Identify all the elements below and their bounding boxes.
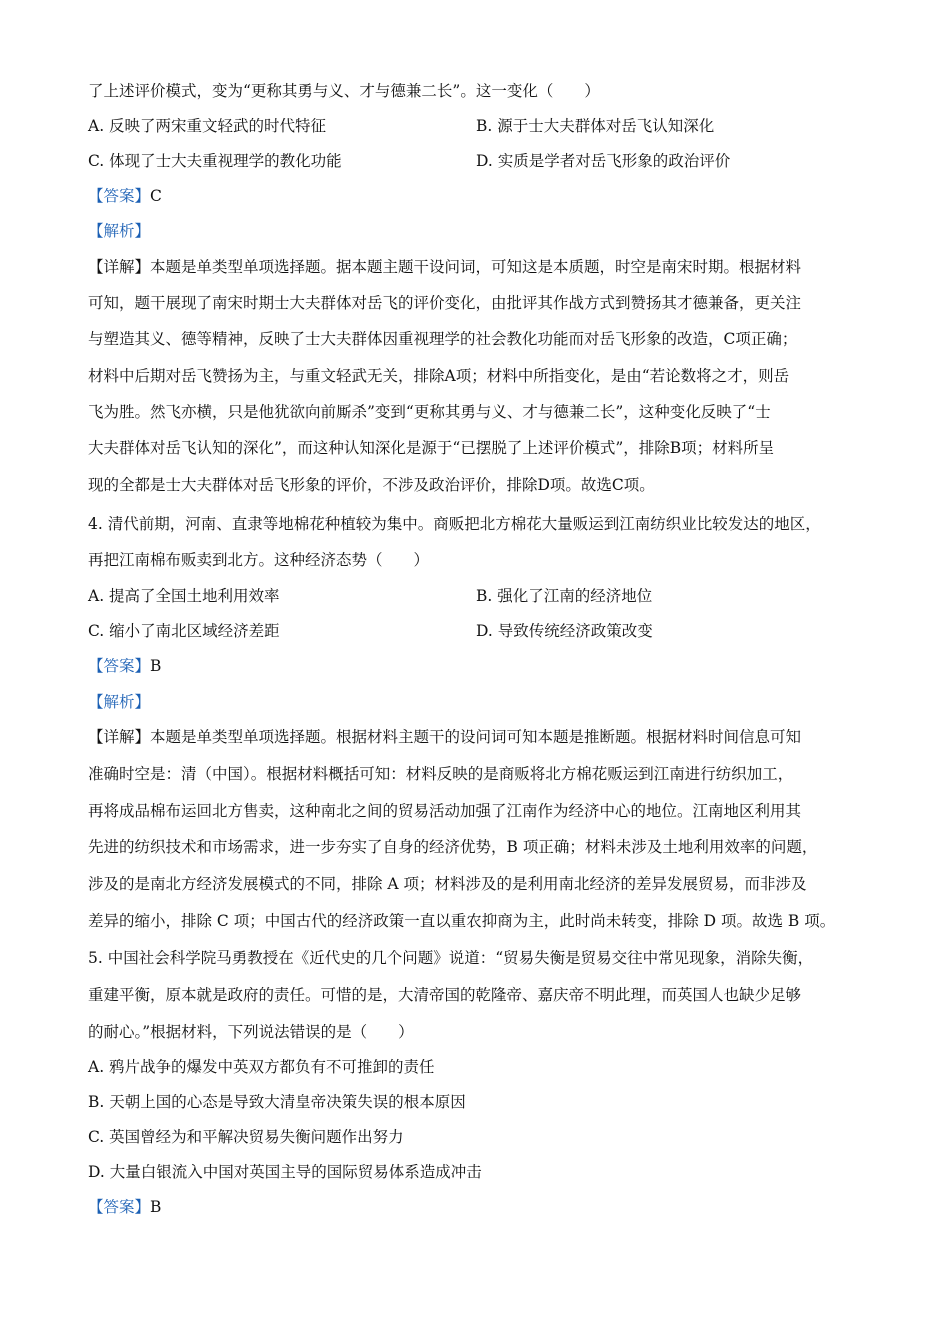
answer-label: 【答案】 xyxy=(88,1198,151,1216)
q3-detail-line: 现的全都是士大夫群体对岳飞形象的评价，不涉及政治评价，排除D项。故选C项。 xyxy=(88,476,655,494)
detail-label: 【详解】 xyxy=(88,258,151,276)
q4-detail-line: 先进的纺织技术和市场需求，进一步夯实了自身的经济优势，B 项正确；材料未涉及土地利用效率的问题， xyxy=(88,838,818,856)
q3-detail-line: 材料中后期对岳飞赞扬为主，与重文轻武无关，排除A项；材料中所指变化，是由“若论数将之才，则岳 xyxy=(88,367,790,385)
q3-analysis-label: 【解析】 xyxy=(88,222,151,240)
q4-detail-line: 再将成品棉布运回北方售卖，这种南北之间的贸易活动加强了江南作为经济中心的地位。江南地区利用其 xyxy=(88,802,802,820)
q5-stem-line: 的耐心。”根据材料，下列说法错误的是（ ） xyxy=(88,1023,414,1041)
q4-detail-line: 差异的缩小，排除 C 项；中国古代的经济政策一直以重农抑商为主，此时尚未转变，排除 D 项。故选 B 项。 xyxy=(88,912,836,930)
q3-detail-line: 可知，题干展现了南宋时期士大夫群体对岳飞的评价变化，由批评其作战方式到赞扬其才德兼备，更关注 xyxy=(88,294,802,312)
q3-option-a: A. 反映了两宋重文轻武的时代特征 xyxy=(88,117,327,135)
q4-detail-line: 准确时空是：清（中国）。根据材料概括可知：材料反映的是商贩将北方棉花贩运到江南进行纺织加工， xyxy=(88,765,794,783)
answer-label: 【答案】 xyxy=(88,657,151,675)
q5-option-a: A. 鸦片战争的爆发中英双方都负有不可推卸的责任 xyxy=(88,1058,435,1076)
q4-detail-line: 涉及的是南北方经济发展模式的不同，排除 A 项；材料涉及的是利用南北经济的差异发展贸易，而非涉及 xyxy=(88,875,807,893)
answer-label: 【答案】 xyxy=(88,187,151,205)
answer-value: B xyxy=(150,1198,162,1216)
q5-stem-line: 重建平衡，原本就是政府的责任。可惜的是，大清帝国的乾隆帝、嘉庆帝不明此理，而英国人也缺少足够 xyxy=(88,986,802,1004)
q5-answer xyxy=(88,1196,868,1218)
q4-answer xyxy=(88,655,868,677)
q3-detail-line: 与塑造其义、德等精神，反映了士大夫群体因重视理学的社会教化功能而对岳飞形象的改造，C项正确； xyxy=(88,330,798,348)
q4-stem-line: 4. 清代前期，河南、直隶等地棉花种植较为集中。商贩把北方棉花大量贩运到江南纺织业比较发达的地区， xyxy=(88,515,821,533)
q3-option-d: D. 实质是学者对岳飞形象的政治评价 xyxy=(476,152,731,170)
detail-text: 本题是单类型单项选择题。据本题主题干设问词，可知这是本质题，时空是南宋时期。根据材料 xyxy=(150,258,802,276)
q4-analysis-label: 【解析】 xyxy=(88,693,151,711)
q5-stem-line: 5. 中国社会科学院马勇教授在《近代史的几个问题》说道：“贸易失衡是贸易交往中常见现象，消除失衡， xyxy=(88,949,814,967)
answer-value: B xyxy=(150,657,162,675)
q3-answer xyxy=(88,185,868,207)
q3-stem-tail: 了上述评价模式，变为“更称其勇与义、才与德兼二长”。这一变化（ ） xyxy=(88,82,600,100)
answer-value: C xyxy=(150,187,162,205)
q5-option-b: B. 天朝上国的心态是导致大清皇帝决策失误的根本原因 xyxy=(88,1093,466,1111)
q3-detail-line xyxy=(88,256,868,278)
q4-option-d: D. 导致传统经济政策改变 xyxy=(476,622,653,640)
detail-text: 本题是单类型单项选择题。根据材料主题干的设问词可知本题是推断题。根据材料时间信息可知 xyxy=(150,728,802,746)
q3-option-b: B. 源于士大夫群体对岳飞认知深化 xyxy=(476,117,715,135)
q4-detail-line xyxy=(88,726,868,748)
q3-option-c: C. 体现了士大夫重视理学的教化功能 xyxy=(88,152,342,170)
q5-option-c: C. 英国曾经为和平解决贸易失衡问题作出努力 xyxy=(88,1128,404,1146)
q4-option-b: B. 强化了江南的经济地位 xyxy=(476,587,653,605)
q4-stem-line: 再把江南棉布贩卖到北方。这种经济态势（ ） xyxy=(88,551,430,569)
detail-label: 【详解】 xyxy=(88,728,151,746)
q3-detail-line: 飞为胜。然飞亦横，只是他犹欲向前厮杀”变到“更称其勇与义、才与德兼二长”，这种变化反映了“士 xyxy=(88,403,771,421)
q5-option-d: D. 大量白银流入中国对英国主导的国际贸易体系造成冲击 xyxy=(88,1163,482,1181)
q4-option-a: A. 提高了全国土地利用效率 xyxy=(88,587,280,605)
q3-detail-line: 大夫群体对岳飞认知的深化”，而这种认知深化是源于“已摆脱了上述评价模式”，排除B项；材料所呈 xyxy=(88,439,775,457)
q4-option-c: C. 缩小了南北区域经济差距 xyxy=(88,622,280,640)
